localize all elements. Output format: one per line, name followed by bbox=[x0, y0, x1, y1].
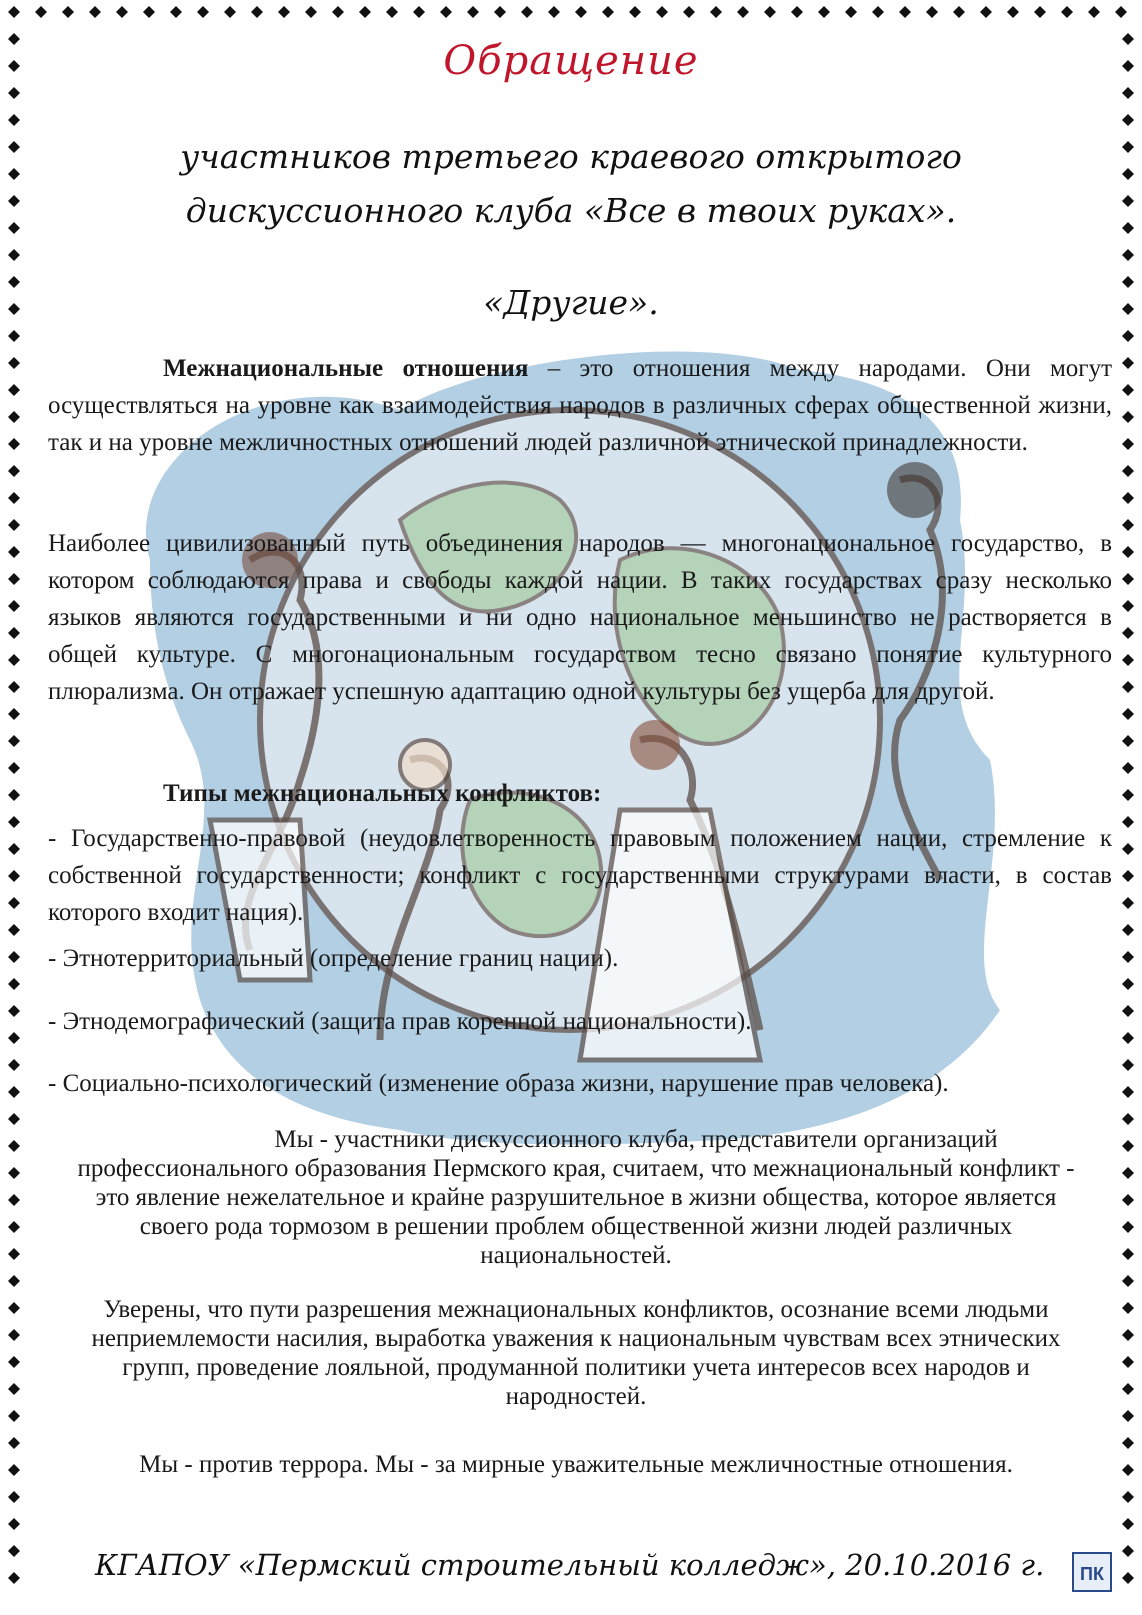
section-heading: Типы межнациональных конфликтов: bbox=[163, 780, 602, 807]
list-item: - Этнодемографический (защита прав коренной национальности). bbox=[48, 1008, 752, 1035]
border-diamond bbox=[899, 6, 911, 18]
border-diamond bbox=[8, 789, 20, 801]
border-diamond bbox=[1122, 1275, 1134, 1287]
college-logo-icon bbox=[1072, 1552, 1112, 1592]
border-diamond bbox=[1122, 600, 1134, 612]
border-diamond bbox=[8, 600, 20, 612]
border-diamond bbox=[8, 384, 20, 396]
border-diamond bbox=[8, 546, 20, 558]
border-diamond bbox=[8, 897, 20, 909]
border-diamond bbox=[8, 627, 20, 639]
border-diamond bbox=[1122, 1221, 1134, 1233]
border-diamond bbox=[1122, 762, 1134, 774]
border-diamond bbox=[1122, 384, 1134, 396]
border-diamond bbox=[1122, 330, 1134, 342]
border-diamond bbox=[143, 6, 155, 18]
border-diamond bbox=[8, 978, 20, 990]
border-diamond bbox=[8, 114, 20, 126]
belief-paragraph bbox=[60, 1295, 1092, 1411]
border-diamond bbox=[1007, 6, 1019, 18]
border-diamond bbox=[1122, 249, 1134, 261]
border-diamond bbox=[1122, 735, 1134, 747]
border-diamond bbox=[359, 6, 371, 18]
border-diamond bbox=[8, 1383, 20, 1395]
border-diamond bbox=[953, 6, 965, 18]
border-diamond bbox=[8, 735, 20, 747]
border-diamond bbox=[1122, 1032, 1134, 1044]
border-diamond bbox=[1122, 654, 1134, 666]
border-diamond bbox=[8, 438, 20, 450]
border-diamond bbox=[656, 6, 668, 18]
border-diamond bbox=[980, 6, 992, 18]
border-diamond bbox=[1122, 789, 1134, 801]
border-diamond bbox=[1122, 519, 1134, 531]
border-diamond bbox=[1088, 6, 1100, 18]
border-diamond bbox=[8, 1464, 20, 1476]
border-diamond bbox=[1122, 978, 1134, 990]
border-diamond bbox=[1122, 816, 1134, 828]
border-diamond bbox=[1122, 357, 1134, 369]
border-diamond bbox=[1122, 924, 1134, 936]
border-diamond bbox=[548, 6, 560, 18]
border-diamond bbox=[8, 87, 20, 99]
border-diamond bbox=[8, 681, 20, 693]
statement-text: Мы - участники дискуссионного клуба, представители организаций профессионального образования Пермского края, считаем, что межнациональный конфликт - это явление нежелательное и крайне разрушительное в жизни общества, которое является своего рода тормозом в решении проблем общественной жизни людей различных национальностей. bbox=[77, 1126, 1075, 1269]
border-diamond bbox=[1115, 6, 1127, 18]
border-diamond bbox=[8, 1275, 20, 1287]
logo-text: ПК bbox=[1080, 1564, 1104, 1584]
border-diamond bbox=[1122, 1059, 1134, 1071]
border-diamond bbox=[926, 6, 938, 18]
subtitle-line: дискуссионного клуба «Все в твоих руках». bbox=[185, 191, 957, 230]
border-diamond bbox=[8, 1194, 20, 1206]
border-diamond bbox=[8, 1572, 20, 1584]
border-diamond bbox=[8, 1302, 20, 1314]
border-diamond bbox=[1061, 6, 1073, 18]
border-diamond bbox=[1122, 1383, 1134, 1395]
paragraph-definition bbox=[48, 350, 1112, 461]
border-diamond bbox=[89, 6, 101, 18]
border-diamond bbox=[1122, 708, 1134, 720]
border-diamond bbox=[116, 6, 128, 18]
border-diamond bbox=[1122, 1302, 1134, 1314]
border-diamond bbox=[575, 6, 587, 18]
border-diamond bbox=[1122, 411, 1134, 423]
border-diamond bbox=[8, 654, 20, 666]
border-diamond bbox=[8, 330, 20, 342]
subtitle bbox=[0, 130, 1142, 238]
border-diamond bbox=[413, 6, 425, 18]
border-diamond bbox=[8, 1491, 20, 1503]
border-diamond bbox=[8, 1329, 20, 1341]
border-diamond bbox=[8, 870, 20, 882]
border-diamond bbox=[8, 492, 20, 504]
theme-title: «Другие». bbox=[483, 283, 659, 322]
border-diamond bbox=[1122, 465, 1134, 477]
border-diamond bbox=[683, 6, 695, 18]
border-diamond bbox=[8, 573, 20, 585]
border-diamond bbox=[1122, 843, 1134, 855]
border-diamond bbox=[332, 6, 344, 18]
border-diamond bbox=[521, 6, 533, 18]
border-diamond bbox=[8, 1113, 20, 1125]
border-diamond bbox=[8, 1086, 20, 1098]
border-diamond bbox=[8, 843, 20, 855]
border-diamond bbox=[1122, 870, 1134, 882]
paragraph-text: Наиболее цивилизованный путь объединения народов — многонациональное государство, в котором соблюдаются права и свободы каждой нации. В таких государствах сразу несколько языков являются государственными и ни одно национальное меньшинство не растворяется в общей культуре. С многонациональным государством тесно связано понятие культурного плюрализма. Он отражает успешную адаптацию одной культуры без ущерба для другой. bbox=[48, 530, 1112, 705]
border-diamond bbox=[8, 708, 20, 720]
border-diamond bbox=[1122, 1518, 1134, 1530]
border-diamond bbox=[1122, 1167, 1134, 1179]
border-diamond bbox=[8, 924, 20, 936]
border-diamond bbox=[764, 6, 776, 18]
border-diamond bbox=[251, 6, 263, 18]
closing-text: Мы - против террора. Мы - за мирные уважительные межличностные отношения. bbox=[139, 1451, 1013, 1478]
border-diamond bbox=[1122, 1194, 1134, 1206]
border-diamond bbox=[8, 1518, 20, 1530]
border-diamond bbox=[8, 816, 20, 828]
border-diamond bbox=[1122, 87, 1134, 99]
definition-text: – это отношения между народами. Они могут осуществляться на уровне как взаимодействия народов в различных сферах общественной жизни, так и на уровне межличностных отношений людей различной этнической принадлежности. bbox=[48, 355, 1112, 456]
border-diamond bbox=[62, 6, 74, 18]
border-diamond bbox=[8, 1545, 20, 1557]
border-diamond bbox=[1122, 573, 1134, 585]
border-diamond bbox=[1122, 897, 1134, 909]
border-diamond bbox=[8, 1221, 20, 1233]
definition-term: Межнациональные отношения bbox=[163, 355, 529, 382]
border-diamond bbox=[629, 6, 641, 18]
footer-signature: КГАПОУ «Пермский строительный колледж», 20.10.2016 г. bbox=[95, 1548, 1045, 1582]
border-diamond bbox=[35, 6, 47, 18]
border-diamond bbox=[710, 6, 722, 18]
border-diamond bbox=[440, 6, 452, 18]
border-diamond bbox=[1122, 1140, 1134, 1152]
border-diamond bbox=[1034, 6, 1046, 18]
border-diamond bbox=[1122, 1545, 1134, 1557]
border-diamond bbox=[467, 6, 479, 18]
border-diamond bbox=[1122, 1437, 1134, 1449]
border-diamond bbox=[8, 1140, 20, 1152]
border-diamond bbox=[305, 6, 317, 18]
border-diamond bbox=[386, 6, 398, 18]
border-diamond bbox=[1122, 1329, 1134, 1341]
border-diamond bbox=[8, 1437, 20, 1449]
border-diamond bbox=[1122, 951, 1134, 963]
border-diamond bbox=[1122, 1410, 1134, 1422]
border-diamond bbox=[8, 762, 20, 774]
border-diamond bbox=[224, 6, 236, 18]
border-diamond bbox=[818, 6, 830, 18]
list-item: - Государственно-правовой (неудовлетворенность правовым положением нации, стремление к собственной государственности; конфликт с государственными структурами власти, в состав которого входит нация). bbox=[48, 825, 1112, 926]
border-diamond bbox=[8, 411, 20, 423]
border-diamond bbox=[8, 1356, 20, 1368]
border-diamond bbox=[8, 1248, 20, 1260]
border-diamond bbox=[8, 249, 20, 261]
belief-text: Уверены, что пути разрешения межнациональных конфликтов, осознание всеми людьми неприемлемости насилия, выработка уважения к национальным чувствам всех этнических групп, проведение лояльной, продуманной политики учета интересов всех народов и народностей. bbox=[91, 1296, 1061, 1410]
border-diamond bbox=[1122, 1356, 1134, 1368]
paragraph-multinational bbox=[48, 525, 1112, 710]
border-diamond bbox=[1122, 681, 1134, 693]
border-diamond bbox=[278, 6, 290, 18]
border-diamond bbox=[791, 6, 803, 18]
closing-paragraph bbox=[60, 1450, 1092, 1479]
border-diamond bbox=[1122, 1572, 1134, 1584]
border-diamond bbox=[737, 6, 749, 18]
list-item: - Социально-психологический (изменение образа жизни, нарушение прав человека). bbox=[48, 1070, 949, 1097]
border-diamond bbox=[845, 6, 857, 18]
border-diamond bbox=[1122, 1113, 1134, 1125]
border-diamond bbox=[494, 6, 506, 18]
border-diamond bbox=[170, 6, 182, 18]
border-diamond bbox=[8, 1032, 20, 1044]
border-diamond bbox=[1122, 1086, 1134, 1098]
border-diamond bbox=[8, 1410, 20, 1422]
border-diamond bbox=[197, 6, 209, 18]
subtitle-line: участников третьего краевого открытого bbox=[180, 137, 962, 176]
border-diamond bbox=[8, 1059, 20, 1071]
border-diamond bbox=[1122, 627, 1134, 639]
border-diamond bbox=[1122, 1005, 1134, 1017]
border-diamond bbox=[1122, 546, 1134, 558]
page-title: Обращение bbox=[443, 38, 699, 84]
border-diamond bbox=[8, 6, 20, 18]
border-diamond bbox=[8, 357, 20, 369]
border-diamond bbox=[872, 6, 884, 18]
border-diamond bbox=[1122, 1248, 1134, 1260]
border-diamond bbox=[1122, 114, 1134, 126]
border-diamond bbox=[1122, 438, 1134, 450]
list-item: - Этнотерриториальный (определение границ нации). bbox=[48, 945, 619, 972]
border-diamond bbox=[8, 519, 20, 531]
border-diamond bbox=[602, 6, 614, 18]
border-diamond bbox=[1122, 1491, 1134, 1503]
statement-paragraph bbox=[60, 1125, 1092, 1270]
border-diamond bbox=[8, 465, 20, 477]
border-diamond bbox=[8, 1005, 20, 1017]
border-diamond bbox=[1122, 492, 1134, 504]
border-diamond bbox=[8, 951, 20, 963]
border-diamond bbox=[8, 1167, 20, 1179]
border-diamond bbox=[1122, 1464, 1134, 1476]
